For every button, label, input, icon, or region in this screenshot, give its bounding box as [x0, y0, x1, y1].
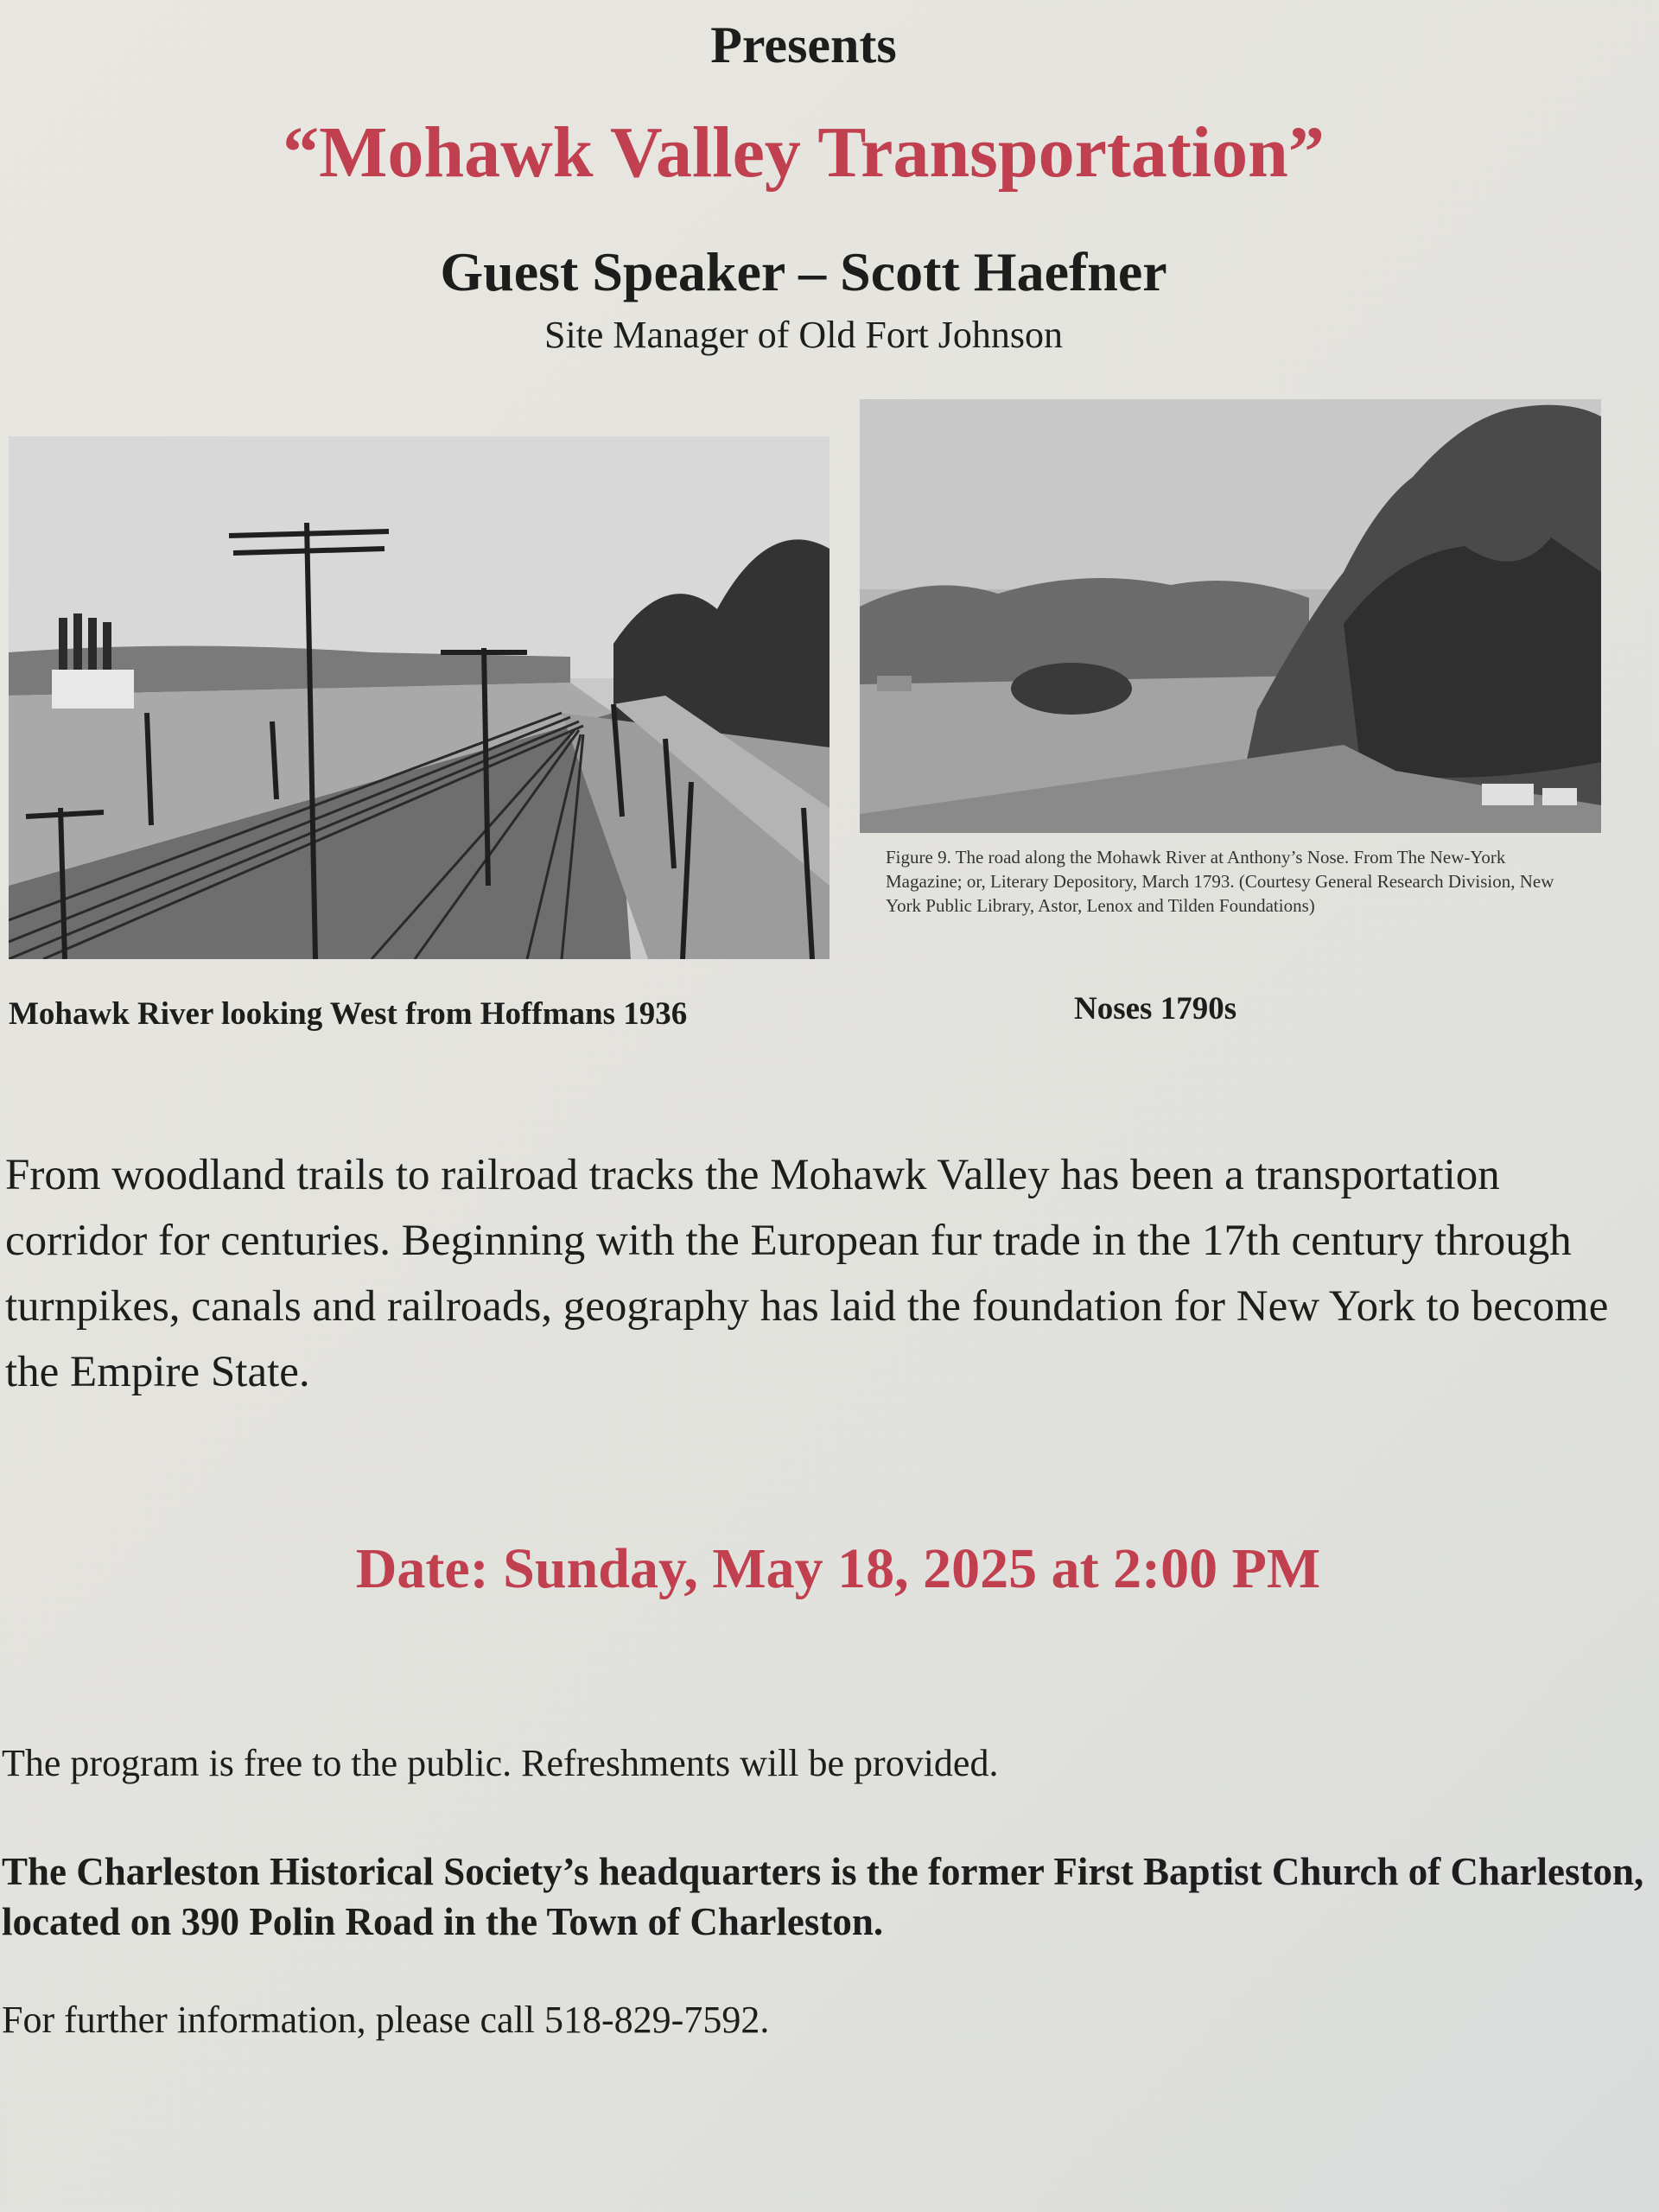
left-photo-caption: Mohawk River looking West from Hoffmans 1936: [9, 996, 688, 1032]
event-date: Date: Sunday, May 18, 2025 at 2:00 PM: [355, 1537, 1321, 1600]
presents-heading: Presents: [710, 16, 897, 73]
railroad-river-photo: [9, 436, 830, 959]
anthonys-nose-engraving: [860, 399, 1601, 833]
event-title: “Mohawk Valley Transportation”: [283, 112, 1325, 193]
figure-caption: Figure 9. The road along the Mohawk River at Anthony’s Nose. From The New-York Magazine; or, Literary Depository, March 1793. (Courtesy General Research Division, New York Public Library, Astor, Lenox and Tilden Foundations): [886, 847, 1554, 916]
contact-info: For further information, please call 518-829-7592.: [2, 1999, 770, 2041]
guest-speaker: Guest Speaker – Scott Haefner: [440, 241, 1167, 302]
location-info: The Charleston Historical Society’s headquarters is the former First Baptist Church of Charleston, located on 390 Polin Road in the Town of Charleston.: [2, 1850, 1644, 1943]
speaker-role: Site Manager of Old Fort Johnson: [543, 314, 1064, 356]
free-program-note: The program is free to the public. Refreshments will be provided.: [2, 1742, 999, 1784]
right-photo-caption: Noses 1790s: [1074, 991, 1237, 1027]
event-description: From woodland trails to railroad tracks the Mohawk Valley has been a transportation corridor for centuries. Beginning with the European fur trade in the 17th century through turnpikes, canals and railroads, geography has laid the foundation for New York to become the Empire State.: [5, 1151, 1609, 1396]
